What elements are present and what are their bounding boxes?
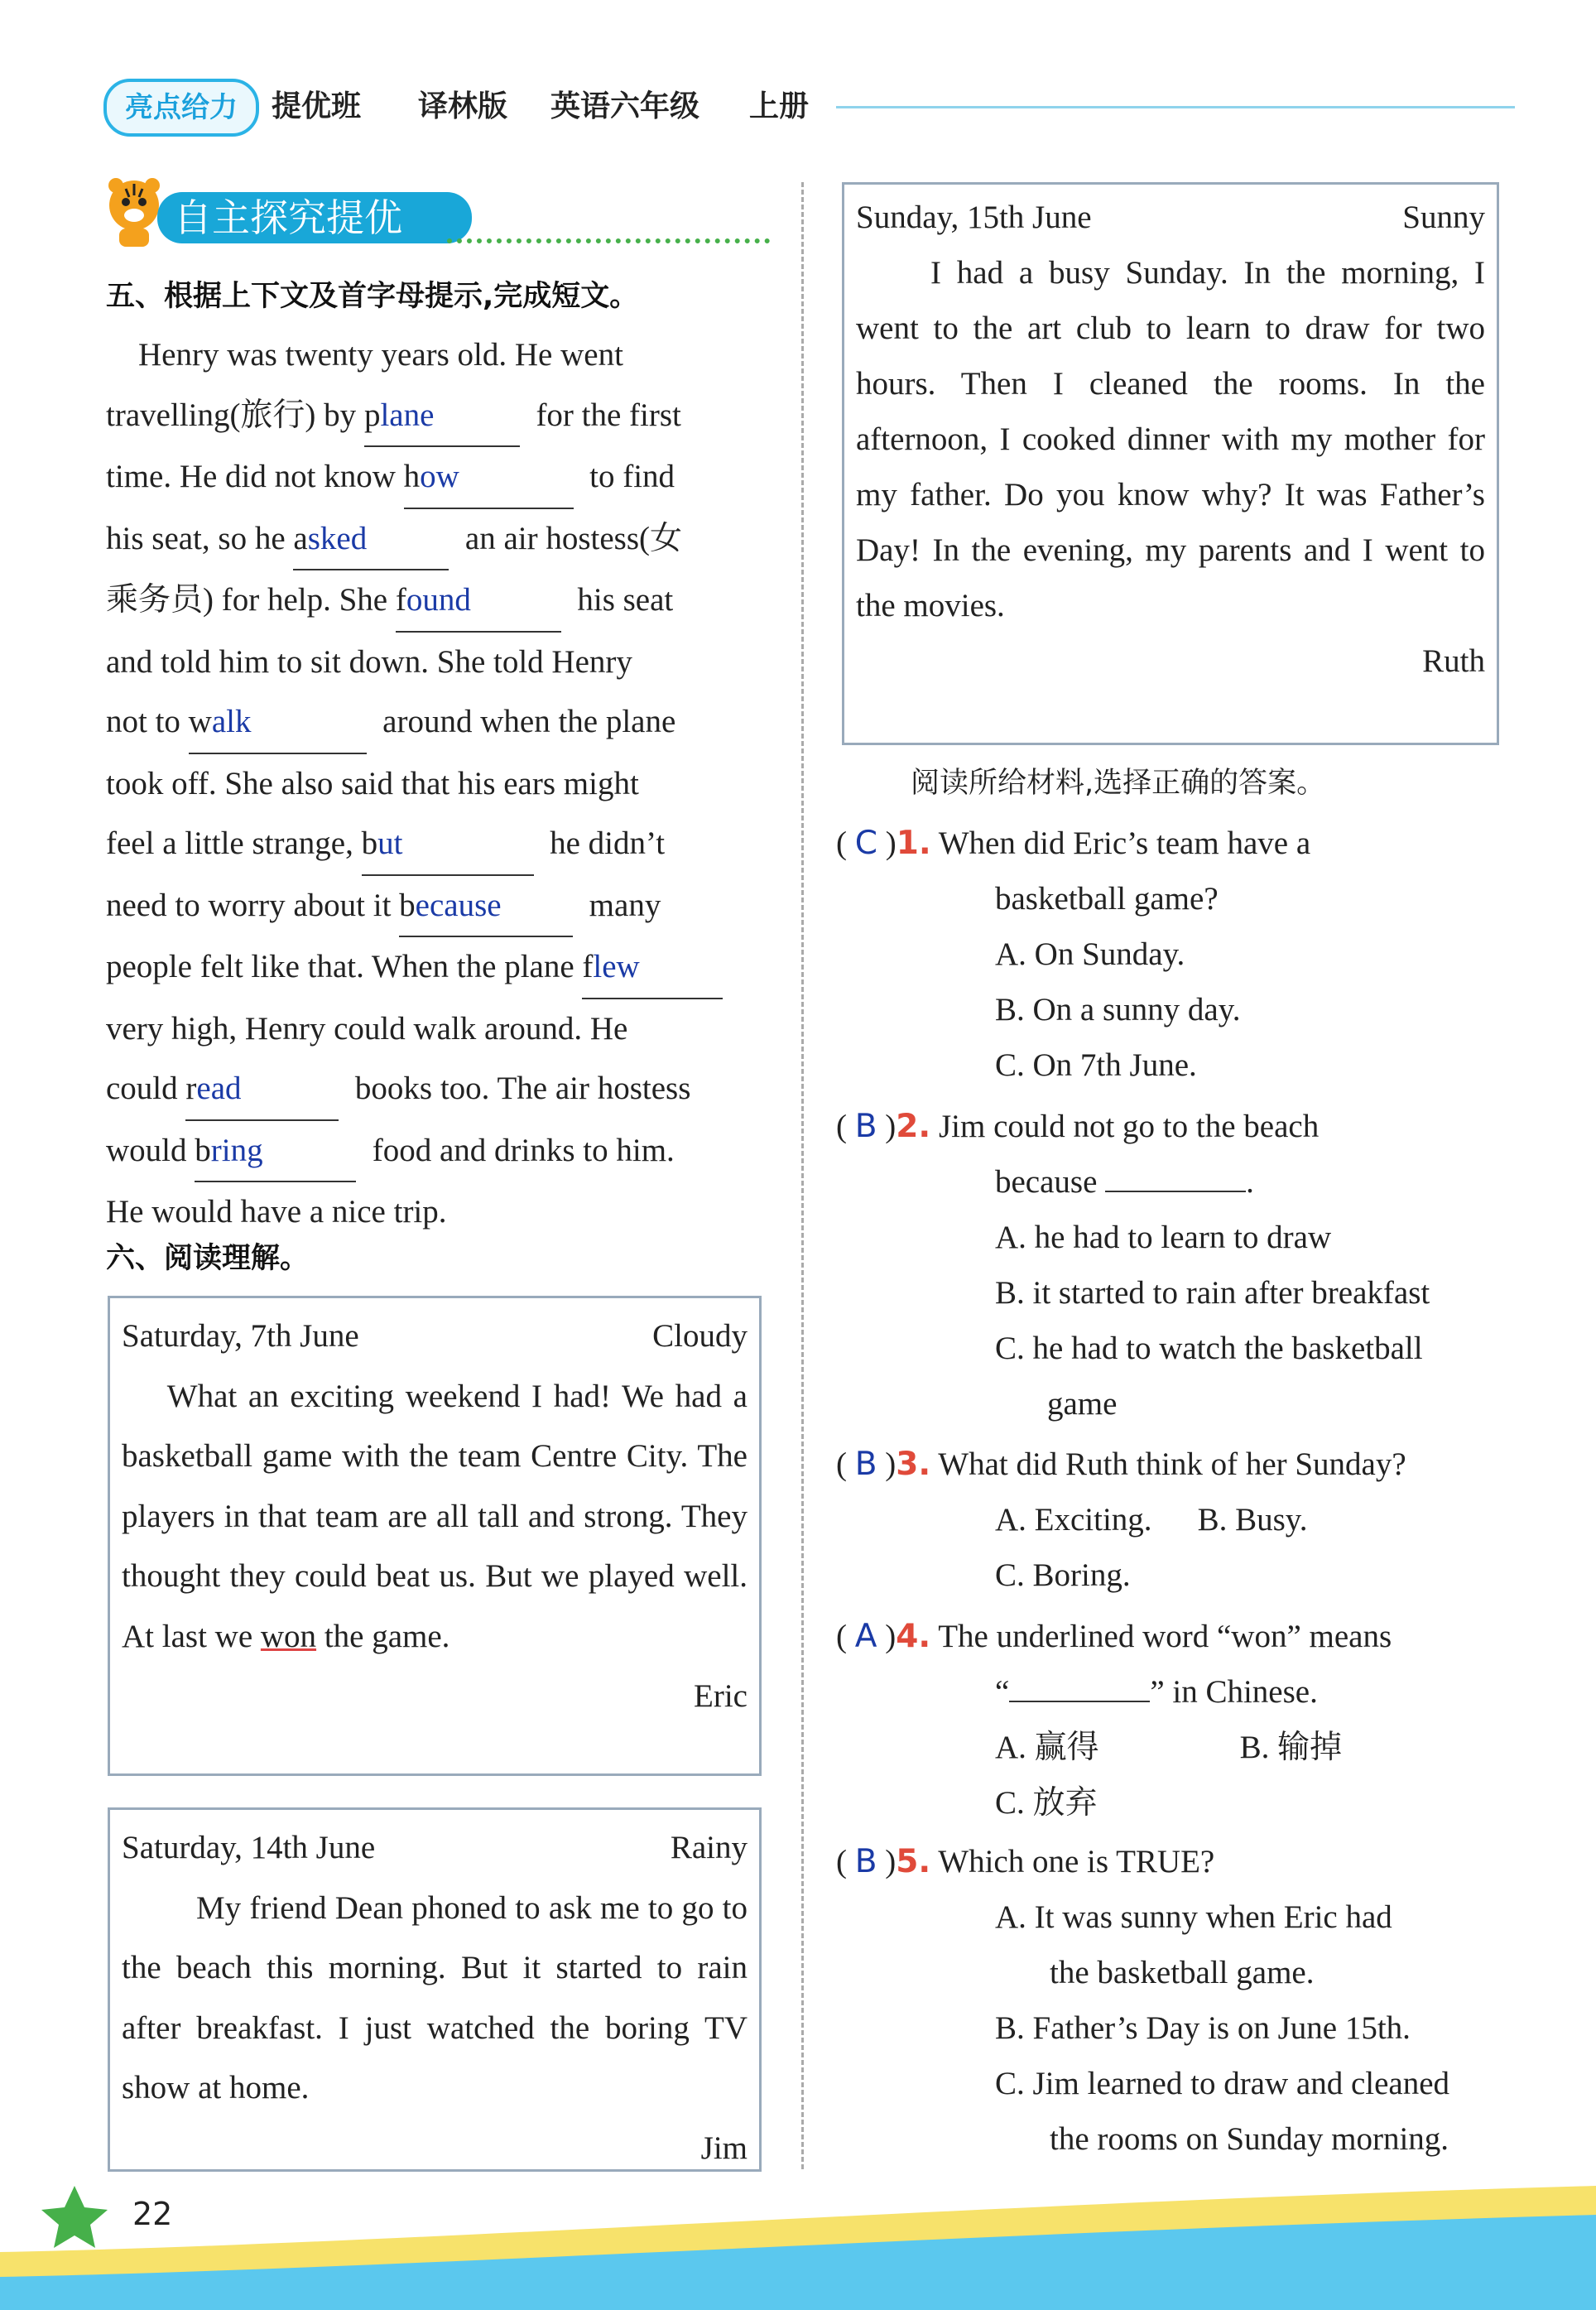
option[interactable]: A. It was sunny when Eric had — [995, 1899, 1392, 1935]
option[interactable]: C. On 7th June. — [995, 1047, 1197, 1083]
option[interactable]: C. he had to watch the basketball — [995, 1331, 1423, 1366]
answer-3: B — [854, 1446, 877, 1483]
diary-weather: Rainy — [670, 1830, 748, 1865]
option[interactable]: B. Father’s Day is on June 15th. — [995, 2010, 1411, 2046]
banner-dots — [447, 238, 770, 247]
section5-heading: 五、根据上下文及首字母提示,完成短文。 — [106, 280, 639, 313]
underlined-word-won: won — [260, 1618, 317, 1654]
diary-text: I had a busy Sunday. In the morning, I went to the art club to learn to draw for two hours. Then I cleaned the rooms. In the afternoon, I cooked dinner with my mother for my father. Do you know why? It was Father’s Day! In the evening, my parents and I went to the movies. — [856, 255, 1485, 623]
question-4: ( A )4. The underlined word “won” means “ ” in Chinese. A. 赢得 B. 输掉 C. 放弃 — [836, 1609, 1507, 1831]
question-2: ( B )2. Jim could not go to the beach because . A. he had to learn to draw B. it started to rain after breakfast C. he had to watch the basketball game — [836, 1099, 1507, 1432]
blank-3[interactable]: asked — [293, 509, 449, 571]
diary-weather: Sunny — [1402, 200, 1485, 235]
option[interactable]: B. 输掉 — [1239, 1730, 1343, 1765]
section-banner: 自主探究提优 — [157, 192, 472, 243]
blank-2[interactable]: how — [404, 447, 574, 509]
answer-2: B — [854, 1108, 877, 1145]
option[interactable]: C. 放弃 — [995, 1785, 1098, 1821]
option[interactable]: A. 赢得 — [995, 1730, 1099, 1765]
diary-weather: Cloudy — [652, 1318, 748, 1354]
footer-wave — [0, 2153, 1596, 2310]
diary-author: Eric — [694, 1678, 748, 1714]
header-rule — [836, 106, 1515, 108]
diary-date: Saturday, 7th June — [122, 1318, 359, 1354]
diary-jim — [108, 1807, 762, 2172]
subject-grade: 英语六年级 — [550, 89, 700, 123]
option[interactable]: A. he had to learn to draw — [995, 1220, 1332, 1255]
diary-eric — [108, 1296, 762, 1776]
blank-7[interactable]: because — [399, 876, 573, 938]
blank-4[interactable]: found — [396, 570, 561, 633]
page-number: 22 — [132, 2196, 173, 2232]
blank-10[interactable]: bring — [195, 1121, 356, 1183]
blank-6[interactable]: but — [362, 814, 534, 876]
section6-heading: 六、阅读理解。 — [106, 1242, 310, 1275]
answer-1: C — [854, 825, 877, 862]
question-3: ( B )3. What did Ruth think of her Sunday? A. Exciting. B. Busy. C. Boring. — [836, 1437, 1507, 1603]
option[interactable]: A. On Sunday. — [995, 936, 1185, 972]
option[interactable]: C. Boring. — [995, 1557, 1131, 1593]
question-1: ( C )1. When did Eric’s team have a basketball game? A. On Sunday. B. On a sunny day. C. On 7th June. — [836, 816, 1507, 1093]
reading-instruction: 阅读所给材料,选择正确的答案。 — [911, 767, 1326, 800]
diary-ruth — [842, 182, 1499, 745]
diary-author: Jim — [700, 2130, 748, 2166]
volume: 上册 — [749, 89, 810, 123]
diary-date: Sunday, 15th June — [856, 200, 1092, 235]
answer-5: B — [854, 1843, 877, 1880]
blank-8[interactable]: flew — [582, 937, 723, 999]
diary-date: Saturday, 14th June — [122, 1830, 376, 1865]
blank-5[interactable]: walk — [189, 692, 367, 754]
blank-1[interactable]: plane — [364, 386, 520, 448]
option[interactable]: A. Exciting. — [995, 1502, 1152, 1538]
series-badge: 亮点给力 — [103, 79, 259, 137]
diary-text: My friend Dean phoned to ask me to go to the beach this morning. But it started to rain after breakfast. I just watched the boring TV show at home. — [122, 1889, 748, 2105]
question-5: ( B )5. Which one is TRUE? A. It was sunny when Eric had the basketball game. B. Father’s Day is on June 15th. C. Jim learned to draw and cleaned the rooms on Sunday morning. — [836, 1834, 1507, 2167]
edition: 译林版 — [418, 89, 508, 123]
cloze-passage: Henry was twenty years old. He went travelling(旅行) by plane for the first time. He did not know how to find his seat, so he asked an air hostess(女 乘务员) for help. She found his seat and told him to sit down. She told Henry not to walk around when the plane took off. She also said that his ears might feel a little strange, but he didn’t need to worry about it because many people felt like that. When the plane flew very high, Henry could walk around. He could read books too. The air hostess would bring food and drinks to him. He would have a nice trip. — [106, 325, 768, 1243]
blank-9[interactable]: read — [185, 1059, 339, 1121]
option[interactable]: B. Busy. — [1197, 1502, 1308, 1538]
answer-4: A — [854, 1618, 877, 1655]
series-name: 提优班 — [272, 89, 362, 123]
option[interactable]: B. it started to rain after breakfast — [995, 1275, 1430, 1311]
blank-q2[interactable] — [1105, 1191, 1246, 1192]
option[interactable]: B. On a sunny day. — [995, 992, 1241, 1027]
option[interactable]: C. Jim learned to draw and cleaned — [995, 2066, 1450, 2101]
diary-text: What an exciting weekend I had! We had a basketball game with the team Centre City. The players in that team are all tall and strong. They thought they could beat us. But we played well. At last we won the game. — [122, 1378, 748, 1654]
blank-q4[interactable] — [1009, 1701, 1150, 1702]
column-divider — [801, 182, 804, 2169]
diary-author: Ruth — [1422, 643, 1485, 679]
